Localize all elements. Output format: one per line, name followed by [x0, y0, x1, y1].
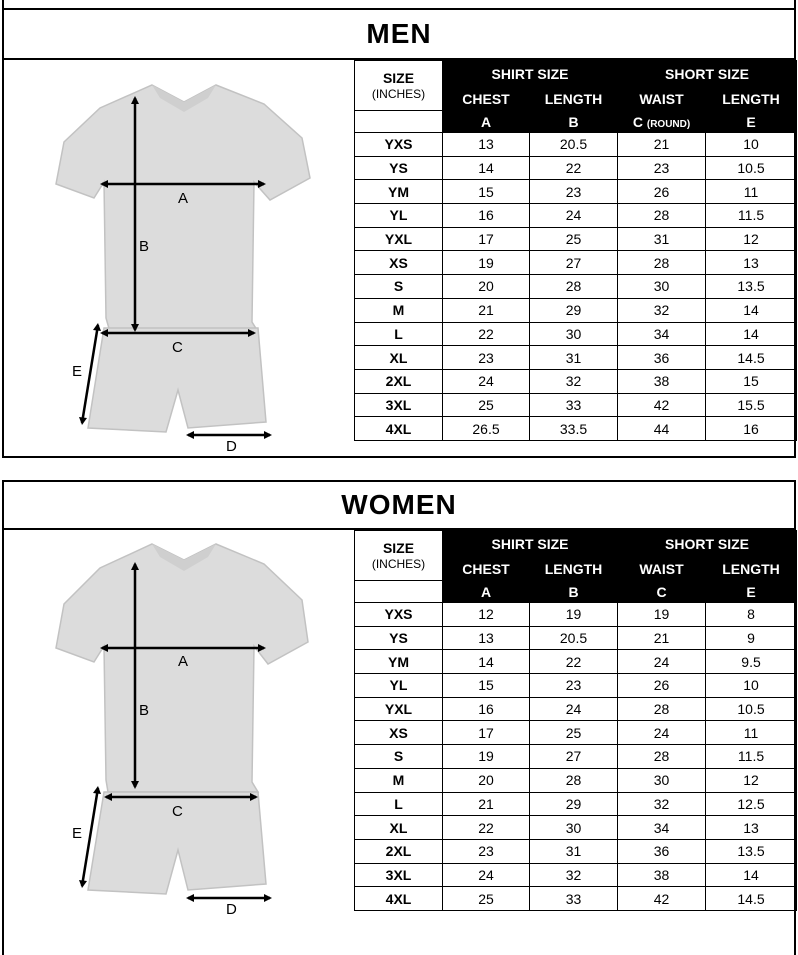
label-c: C — [172, 803, 183, 820]
shirt-length-cell: 19 — [530, 603, 618, 627]
size-cell: 4XL — [355, 417, 443, 441]
label-b: B — [139, 238, 150, 255]
waist-cell: 28 — [618, 745, 706, 769]
shirt-length-cell: 32 — [530, 369, 618, 393]
short-length-cell: 11.5 — [706, 204, 797, 228]
chest-cell: 26.5 — [443, 417, 530, 441]
short-length-cell: 10.5 — [706, 156, 797, 180]
shirt-length-cell: 27 — [530, 251, 618, 275]
waist-cell: 31 — [618, 227, 706, 251]
letter-a-header: A — [443, 111, 530, 133]
waist-cell: 42 — [618, 393, 706, 417]
short-length-cell: 11 — [706, 721, 797, 745]
short-length-cell: 10 — [706, 674, 797, 698]
letter-a-header: A — [443, 581, 530, 603]
short-length-cell: 15 — [706, 369, 797, 393]
label-c: C — [172, 339, 183, 356]
table-row — [355, 768, 797, 792]
shirt-length-cell: 33 — [530, 887, 618, 911]
letter-b-header: B — [530, 581, 618, 603]
chest-cell: 12 — [443, 603, 530, 627]
shirt-length-cell: 25 — [530, 227, 618, 251]
table-row — [355, 346, 797, 370]
size-cell: YS — [355, 156, 443, 180]
shirt-length-cell: 29 — [530, 298, 618, 322]
size-cell: XL — [355, 816, 443, 840]
shirt-length-cell: 28 — [530, 275, 618, 299]
waist-cell: 32 — [618, 792, 706, 816]
waist-cell: 21 — [618, 133, 706, 157]
short-size-header: SHORT SIZE — [618, 61, 797, 87]
waist-cell: 26 — [618, 674, 706, 698]
shirt-size-header: SHIRT SIZE — [443, 61, 618, 87]
shirt-length-cell: 27 — [530, 745, 618, 769]
shirt-length-cell: 31 — [530, 839, 618, 863]
waist-cell: 38 — [618, 863, 706, 887]
short-length-cell: 8 — [706, 603, 797, 627]
waist-cell: 28 — [618, 204, 706, 228]
table-row — [355, 721, 797, 745]
waist-cell: 26 — [618, 180, 706, 204]
chest-cell: 13 — [443, 133, 530, 157]
table-row — [355, 393, 797, 417]
chest-header: CHEST — [443, 557, 530, 581]
chest-cell: 15 — [443, 674, 530, 698]
short-length-cell: 10.5 — [706, 697, 797, 721]
short-length-cell: 10 — [706, 133, 797, 157]
short-length-cell: 14.5 — [706, 887, 797, 911]
short-length-cell: 14 — [706, 298, 797, 322]
label-a: A — [178, 653, 189, 670]
table-row — [355, 603, 797, 627]
label-b: B — [139, 702, 150, 719]
short-size-header: SHORT SIZE — [618, 531, 797, 557]
table-row — [355, 887, 797, 911]
shirt-length-cell: 20.5 — [530, 626, 618, 650]
waist-cell: 24 — [618, 650, 706, 674]
waist-cell: 30 — [618, 768, 706, 792]
table-row — [355, 745, 797, 769]
chest-cell: 22 — [443, 322, 530, 346]
table-row — [355, 863, 797, 887]
shirt-length-cell: 31 — [530, 346, 618, 370]
size-cell: S — [355, 745, 443, 769]
shirt-length-cell: 25 — [530, 721, 618, 745]
women-title — [2, 480, 796, 530]
table-row — [355, 322, 797, 346]
chest-cell: 19 — [443, 251, 530, 275]
size-cell: M — [355, 298, 443, 322]
label-d: D — [226, 901, 237, 918]
short-length-cell: 9.5 — [706, 650, 797, 674]
short-length-cell: 11.5 — [706, 745, 797, 769]
short-length-cell: 16 — [706, 417, 797, 441]
kit-illustration — [2, 60, 354, 458]
shirt-length-cell: 23 — [530, 674, 618, 698]
short-length-cell: 9 — [706, 626, 797, 650]
waist-cell: 21 — [618, 626, 706, 650]
size-cell: YL — [355, 204, 443, 228]
men-section — [2, 10, 796, 458]
women-section — [2, 480, 796, 955]
size-cell: YM — [355, 180, 443, 204]
short-length-cell: 12 — [706, 227, 797, 251]
shirt-length-cell: 22 — [530, 650, 618, 674]
letter-e-header: E — [706, 581, 797, 603]
shirt-length-header: LENGTH — [530, 87, 618, 111]
table-row — [355, 674, 797, 698]
size-cell: XS — [355, 721, 443, 745]
chest-cell: 19 — [443, 745, 530, 769]
shirt-length-cell: 33.5 — [530, 417, 618, 441]
chest-cell: 14 — [443, 650, 530, 674]
size-cell: 2XL — [355, 839, 443, 863]
men-title-text: MEN — [366, 18, 432, 49]
size-cell: 3XL — [355, 863, 443, 887]
label-d: D — [226, 438, 237, 455]
shirt-length-cell: 33 — [530, 393, 618, 417]
men-title — [2, 10, 796, 60]
waist-cell: 38 — [618, 369, 706, 393]
size-cell: XS — [355, 251, 443, 275]
shirt-length-cell: 24 — [530, 204, 618, 228]
size-header: SIZE (INCHES) — [355, 61, 443, 111]
table-row — [355, 156, 797, 180]
short-length-cell: 14 — [706, 863, 797, 887]
short-length-cell: 13 — [706, 251, 797, 275]
table-row — [355, 626, 797, 650]
chest-cell: 22 — [443, 816, 530, 840]
letter-c-header: C — [618, 581, 706, 603]
chest-header: CHEST — [443, 87, 530, 111]
chest-cell: 24 — [443, 863, 530, 887]
table-row — [355, 227, 797, 251]
chest-cell: 14 — [443, 156, 530, 180]
men-kit-diagram — [2, 60, 354, 458]
women-title-text: WOMEN — [341, 489, 457, 520]
short-length-cell: 13.5 — [706, 839, 797, 863]
short-length-cell: 13 — [706, 816, 797, 840]
size-cell: M — [355, 768, 443, 792]
table-row — [355, 697, 797, 721]
shirt-length-cell: 30 — [530, 322, 618, 346]
table-row — [355, 369, 797, 393]
size-cell: S — [355, 275, 443, 299]
table-row — [355, 816, 797, 840]
size-cell: YXL — [355, 697, 443, 721]
short-length-cell: 13.5 — [706, 275, 797, 299]
short-length-header: LENGTH — [706, 557, 797, 581]
table-row — [355, 275, 797, 299]
letter-b-header: B — [530, 111, 618, 133]
size-cell: 2XL — [355, 369, 443, 393]
chest-cell: 25 — [443, 393, 530, 417]
size-header: SIZE (INCHES) — [355, 531, 443, 581]
label-e: E — [72, 363, 83, 380]
chest-cell: 25 — [443, 887, 530, 911]
shirt-length-cell: 23 — [530, 180, 618, 204]
shirt-length-cell: 30 — [530, 816, 618, 840]
size-cell: 4XL — [355, 887, 443, 911]
waist-cell: 44 — [618, 417, 706, 441]
short-length-cell: 11 — [706, 180, 797, 204]
size-cell: L — [355, 792, 443, 816]
table-row — [355, 298, 797, 322]
letter-e-header: E — [706, 111, 797, 133]
waist-cell: 23 — [618, 156, 706, 180]
waist-cell: 28 — [618, 251, 706, 275]
waist-header: WAIST — [618, 87, 706, 111]
short-length-cell: 15.5 — [706, 393, 797, 417]
shirt-length-cell: 28 — [530, 768, 618, 792]
size-cell: YM — [355, 650, 443, 674]
table-row — [355, 650, 797, 674]
shirt-length-cell: 32 — [530, 863, 618, 887]
chest-cell: 23 — [443, 346, 530, 370]
size-cell: L — [355, 322, 443, 346]
table-row — [355, 251, 797, 275]
short-length-cell: 14.5 — [706, 346, 797, 370]
table-row — [355, 204, 797, 228]
table-row — [355, 792, 797, 816]
waist-cell: 34 — [618, 322, 706, 346]
chest-cell: 21 — [443, 792, 530, 816]
table-row — [355, 839, 797, 863]
waist-cell: 24 — [618, 721, 706, 745]
letter-c-header: C (ROUND) — [618, 111, 706, 133]
chest-cell: 16 — [443, 204, 530, 228]
chest-cell: 15 — [443, 180, 530, 204]
waist-cell: 34 — [618, 816, 706, 840]
short-length-header: LENGTH — [706, 87, 797, 111]
blank-header — [355, 111, 443, 133]
blank-header — [355, 581, 443, 603]
size-cell: 3XL — [355, 393, 443, 417]
waist-cell: 36 — [618, 839, 706, 863]
chest-cell: 13 — [443, 626, 530, 650]
chest-cell: 16 — [443, 697, 530, 721]
table-row — [355, 180, 797, 204]
shirt-length-cell: 20.5 — [530, 133, 618, 157]
waist-cell: 19 — [618, 603, 706, 627]
waist-cell: 28 — [618, 697, 706, 721]
size-cell: YS — [355, 626, 443, 650]
kit-illustration — [2, 530, 354, 930]
size-cell: YXS — [355, 603, 443, 627]
women-kit-diagram — [2, 530, 354, 930]
waist-header: WAIST — [618, 557, 706, 581]
table-row — [355, 417, 797, 441]
short-length-cell: 14 — [706, 322, 797, 346]
chest-cell: 23 — [443, 839, 530, 863]
chest-cell: 20 — [443, 275, 530, 299]
shirt-length-header: LENGTH — [530, 557, 618, 581]
chest-cell: 20 — [443, 768, 530, 792]
label-e: E — [72, 825, 83, 842]
shirt-size-header: SHIRT SIZE — [443, 531, 618, 557]
shirt-length-cell: 22 — [530, 156, 618, 180]
label-a: A — [178, 190, 189, 207]
shirt-length-cell: 24 — [530, 697, 618, 721]
size-cell: YL — [355, 674, 443, 698]
chest-cell: 24 — [443, 369, 530, 393]
women-size-table — [354, 530, 797, 911]
size-cell: YXL — [355, 227, 443, 251]
chest-cell: 21 — [443, 298, 530, 322]
waist-cell: 30 — [618, 275, 706, 299]
size-cell: YXS — [355, 133, 443, 157]
chest-cell: 17 — [443, 721, 530, 745]
waist-cell: 32 — [618, 298, 706, 322]
waist-cell: 42 — [618, 887, 706, 911]
chest-cell: 17 — [443, 227, 530, 251]
table-row — [355, 133, 797, 157]
men-size-table — [354, 60, 797, 441]
short-length-cell: 12 — [706, 768, 797, 792]
size-cell: XL — [355, 346, 443, 370]
waist-cell: 36 — [618, 346, 706, 370]
short-length-cell: 12.5 — [706, 792, 797, 816]
shirt-length-cell: 29 — [530, 792, 618, 816]
